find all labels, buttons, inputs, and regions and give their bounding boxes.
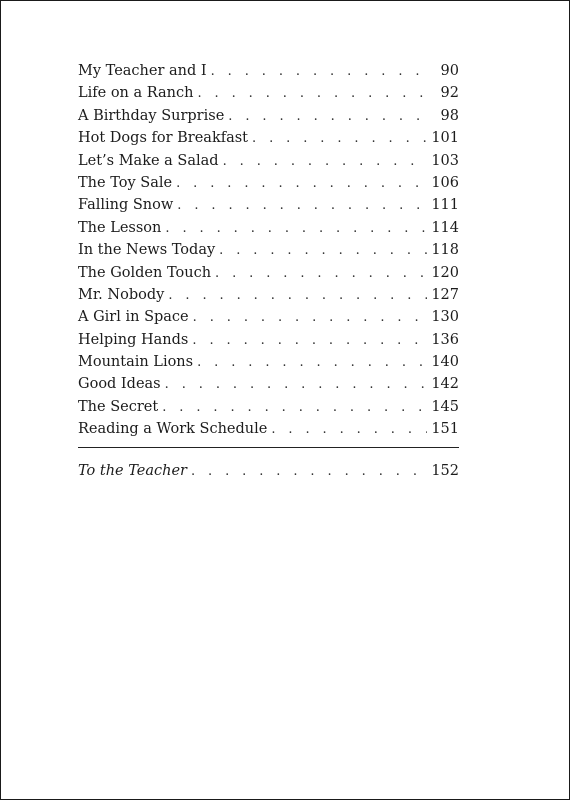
toc-entry-page: 120: [431, 264, 459, 281]
toc-entry-title: The Lesson: [78, 219, 162, 236]
dot-leader: [219, 240, 427, 262]
dot-leader: [165, 218, 427, 240]
toc-entry-title: A Girl in Space: [78, 309, 189, 326]
toc-entry: [78, 262, 459, 284]
toc-entry-page: 140: [431, 354, 459, 371]
toc-entry: [78, 284, 459, 306]
toc-entry-page: 151: [431, 421, 459, 438]
toc-entry-page: 98: [440, 107, 459, 124]
toc-entry-page: 101: [431, 130, 459, 147]
toc-entry: [78, 329, 459, 351]
dot-leader: [165, 374, 428, 396]
dot-leader: [176, 173, 427, 195]
toc-entry: [78, 306, 459, 328]
toc-entry-page: 103: [431, 152, 459, 169]
toc-entry-page: 111: [431, 197, 459, 214]
dot-leader: [197, 352, 427, 374]
toc-entry: [78, 373, 459, 395]
dot-leader: [191, 461, 427, 483]
toc-entry-page: 118: [431, 242, 459, 259]
toc-entry-title: Good Ideas: [78, 376, 161, 393]
dot-leader: [228, 106, 431, 128]
toc-entry-title: To the Teacher: [78, 463, 187, 479]
dot-leader: [215, 263, 427, 285]
toc-entry: [78, 351, 459, 373]
toc-entry-page: 90: [440, 63, 459, 79]
toc-entry-page: 152: [431, 463, 459, 479]
toc-entry-title: The Secret: [78, 398, 159, 415]
toc-entry-title: Let’s Make a Salad: [78, 152, 219, 169]
dot-leader: [211, 61, 431, 83]
dot-leader: [271, 419, 427, 441]
toc-entry-page: 142: [431, 376, 459, 393]
toc-entry-title: Mountain Lions: [78, 354, 194, 371]
teacher-section: [78, 460, 459, 482]
toc-entry-page: 127: [431, 286, 459, 303]
toc-entry-title: A Birthday Surprise: [78, 107, 225, 124]
section-divider: [78, 447, 459, 448]
toc-entry-title: Life on a Ranch: [78, 85, 194, 102]
toc-entry: [78, 239, 459, 261]
toc-entry-teacher: [78, 460, 459, 482]
toc-entry: [78, 217, 459, 239]
toc-entry: [78, 105, 459, 127]
toc-entry: [78, 172, 459, 194]
toc-entry: [78, 194, 459, 216]
toc-entry: [78, 82, 459, 104]
dot-leader: [162, 397, 427, 419]
toc-entry-page: 106: [431, 174, 459, 191]
dot-leader: [252, 128, 427, 150]
toc-entry-page: 136: [431, 331, 459, 348]
toc-entry-title: Hot Dogs for Breakfast: [78, 130, 249, 147]
toc-entry-title: Helping Hands: [78, 331, 189, 348]
dot-leader: [192, 330, 427, 352]
dot-leader: [223, 151, 428, 173]
dot-leader: [197, 83, 431, 105]
dot-leader: [177, 195, 427, 217]
toc-entry-title: The Golden Touch: [78, 264, 212, 281]
table-of-contents: [78, 60, 459, 448]
toc-entry-title: Reading a Work Schedule: [78, 421, 268, 438]
toc-entry-title: The Toy Sale: [78, 174, 173, 191]
toc-entry-title: Falling Snow: [78, 197, 174, 214]
toc-entry: [78, 127, 459, 149]
toc-entry: [78, 150, 459, 172]
toc-entry-title: My Teacher and I: [78, 63, 207, 79]
toc-entry-title: In the News Today: [78, 242, 216, 259]
toc-entry-page: 145: [431, 398, 459, 415]
toc-entry: [78, 60, 459, 82]
toc-entry-page: 92: [440, 85, 459, 102]
toc-entry-title: Mr. Nobody: [78, 286, 165, 303]
toc-entry-page: 114: [431, 219, 459, 236]
toc-entry-page: 130: [431, 309, 459, 326]
dot-leader: [193, 307, 428, 329]
dot-leader: [168, 285, 427, 307]
toc-entry: [78, 418, 459, 440]
toc-entry: [78, 396, 459, 418]
